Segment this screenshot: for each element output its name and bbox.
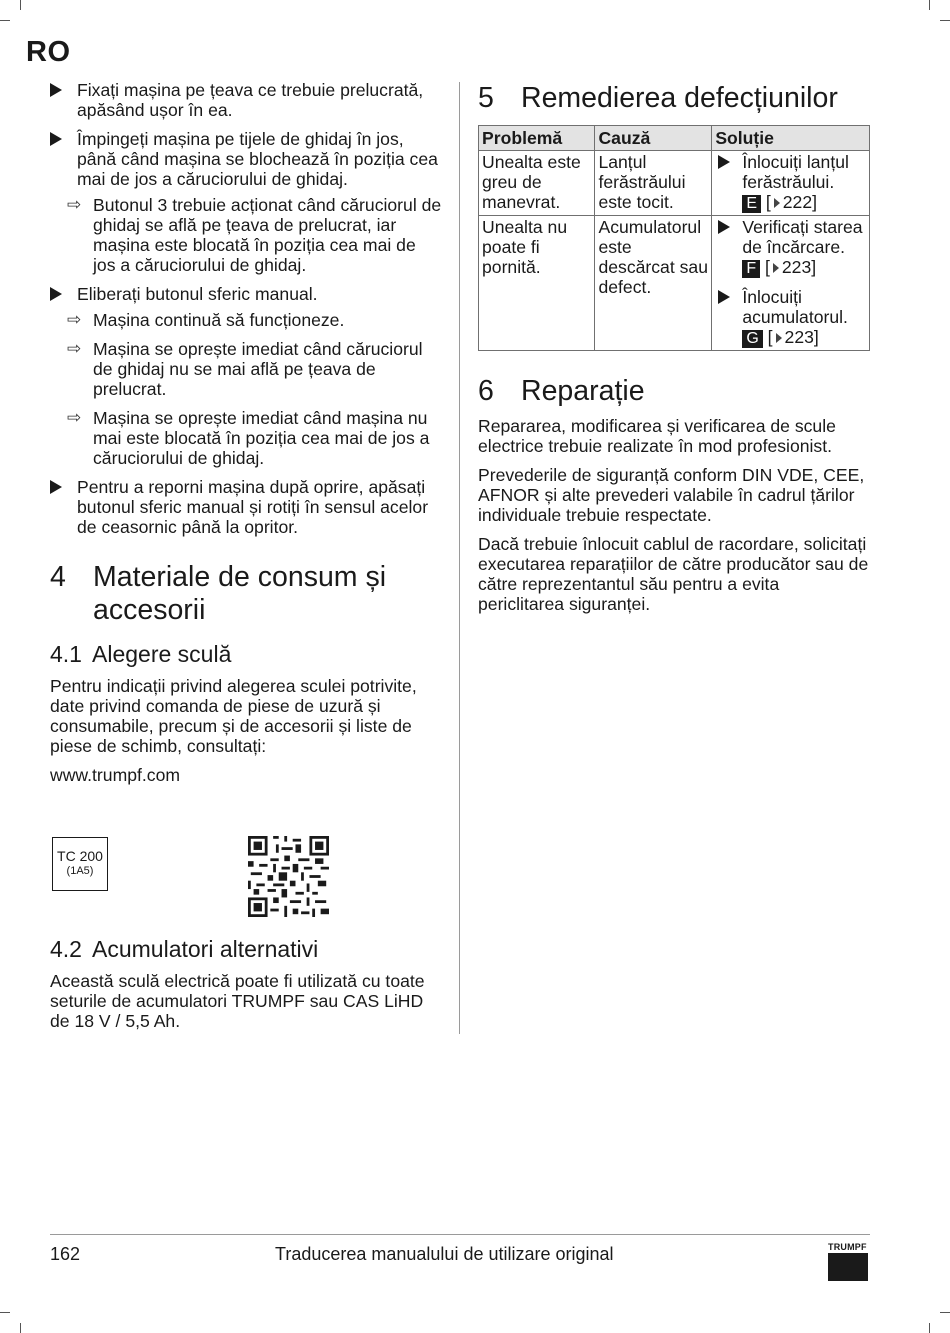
- step-text: Împingeți mașina pe tijele de ghidaj în jos, până când mașina se blochează în poziția cea mai de jos a căruciorului de ghidaj.: [77, 129, 438, 189]
- step-triangle-icon: [718, 155, 730, 169]
- crop-mark: [0, 1312, 10, 1313]
- solution-item: [715, 217, 866, 278]
- subsection-number: 4.1: [50, 641, 82, 667]
- page-reference[interactable]: F [ 223]: [742, 257, 816, 278]
- result-item: [50, 310, 442, 330]
- table-header-row: [479, 126, 870, 151]
- section-number: 4: [50, 561, 66, 593]
- result-text: Mașina continuă să funcționeze.: [93, 310, 345, 330]
- section-heading: [50, 561, 442, 627]
- figure-badge: G: [742, 330, 762, 348]
- tool-model: TC 200: [57, 848, 103, 864]
- footer-title: Traducerea manualului de utilizare original: [275, 1244, 614, 1264]
- table-cell-solution: [712, 151, 870, 216]
- paragraph: Pentru indicații privind alegerea sculei potrivite, date privind comanda de piese de uzură și consumabile, precum și de accesorii și liste de piese de schimb, consultați:: [50, 676, 417, 756]
- table-cell-problem: Unealta este greu de manevrat.: [479, 151, 595, 216]
- solution-item: [715, 287, 866, 348]
- step-text: Pentru a reporni mașina după oprire, apăsați butonul sferic manual și rotiți în sensul acelor de ceasornic până la opritor.: [77, 477, 429, 537]
- page-reference[interactable]: E [ 222]: [742, 192, 817, 213]
- paragraph: Dacă trebuie înlocuit cablul de racordare, solicitați executarea reparațiilor de către producător sau de către reprezentantul său pentru a evita periclitarea siguranței.: [478, 534, 869, 614]
- tool-label-box: [52, 837, 108, 891]
- footer-rule: [50, 1234, 870, 1235]
- step-triangle-icon: [718, 220, 730, 234]
- result-item: [50, 339, 442, 399]
- section-title: Reparație: [521, 375, 645, 407]
- result-item: [50, 195, 442, 275]
- solution-text: Înlocuiți lanțul ferăstrăului.: [742, 152, 849, 192]
- logo-block-icon: [828, 1253, 868, 1281]
- page-ref-number: 223: [784, 327, 814, 347]
- troubleshooting-table: [478, 125, 870, 351]
- table-cell-solution: [712, 216, 870, 351]
- result-text: Butonul 3 trebuie acționat când căruciorul de ghidaj se află pe țeava de prelucrat, iar mașina este blocată în poziția cea mai de jos a căruciorului de ghidaj.: [93, 195, 442, 275]
- brand-logo: [828, 1242, 868, 1281]
- table-row: [479, 216, 870, 351]
- figure-badge: F: [742, 260, 760, 278]
- step-text: Fixați mașina pe țeava ce trebuie prelucrată, apăsând ușor în ea.: [77, 80, 424, 120]
- website-link[interactable]: www.trumpf.com: [50, 765, 181, 785]
- subsection-title: Alegere sculă: [92, 641, 232, 667]
- section-heading: [478, 375, 870, 408]
- table-cell-cause: Lanțul ferăstrăului este tocit.: [595, 151, 712, 216]
- page-ref-arrow-icon: [773, 263, 779, 273]
- result-arrow-icon: ⇨: [67, 408, 82, 428]
- result-item: [50, 408, 442, 468]
- step-item: [50, 477, 442, 537]
- step-triangle-icon: [50, 287, 62, 301]
- page-ref-number: 223: [781, 257, 812, 277]
- table-row: [479, 151, 870, 216]
- left-column: [50, 80, 442, 794]
- logo-wordmark: TRUMPF: [828, 1242, 867, 1252]
- page-ref-arrow-icon: [776, 333, 782, 343]
- paragraph: Această sculă electrică poate fi utilizată cu toate seturile de acumulatori TRUMPF sau CAS LiHD de 18 V / 5,5 Ah.: [50, 971, 425, 1031]
- column-divider: [459, 82, 460, 1034]
- page-ref-arrow-icon: [774, 198, 780, 208]
- solution-text: Verificați starea de încărcare.: [742, 217, 863, 257]
- crop-mark: [929, 0, 930, 10]
- result-arrow-icon: ⇨: [67, 195, 82, 215]
- solution-text: Înlocuiți acumulatorul.: [742, 287, 848, 327]
- crop-mark: [20, 0, 21, 10]
- section-number: 5: [478, 82, 494, 114]
- crop-mark: [940, 20, 950, 21]
- result-text: Mașina se oprește imediat când mașina nu mai este blocată în poziția cea mai de jos a căruciorului de ghidaj.: [93, 408, 430, 468]
- qr-code-icon: [248, 836, 329, 917]
- step-item: [50, 284, 442, 304]
- section-title: Materiale de consum și accesorii: [93, 561, 387, 626]
- crop-mark: [940, 1312, 950, 1313]
- step-triangle-icon: [50, 132, 62, 146]
- table-cell-cause: Acumulatorul este descărcat sau defect.: [595, 216, 712, 351]
- result-arrow-icon: ⇨: [67, 339, 82, 359]
- table-header: Problemă: [479, 126, 595, 151]
- subsection-heading: [50, 936, 442, 963]
- page-ref-number: 222: [782, 192, 813, 212]
- step-triangle-icon: [50, 83, 62, 97]
- subsection-title: Acumulatori alternativi: [92, 936, 319, 962]
- language-code: RO: [26, 36, 71, 68]
- step-triangle-icon: [718, 290, 730, 304]
- step-triangle-icon: [50, 480, 62, 494]
- subsection-heading: [50, 641, 442, 668]
- paragraph: Prevederile de siguranță conform DIN VDE, CEE, AFNOR și alte prevederi valabile în cadrul țărilor individuale trebuie respectate.: [478, 465, 865, 525]
- table-header: Soluție: [712, 126, 870, 151]
- crop-mark: [0, 20, 10, 21]
- page-reference[interactable]: G [ 223]: [742, 327, 818, 348]
- result-text: Mașina se oprește imediat când căruciorul de ghidaj nu se mai află pe țeava de prelucrat.: [93, 339, 423, 399]
- right-column: [478, 80, 870, 623]
- table-header: Cauză: [595, 126, 712, 151]
- subsection-number: 4.2: [50, 936, 82, 962]
- paragraph: Repararea, modificarea și verificarea de scule electrice trebuie realizate în mod profesionist.: [478, 416, 836, 456]
- solution-item: [715, 152, 866, 213]
- step-item: [50, 129, 442, 189]
- section-number: 6: [478, 375, 494, 407]
- table-cell-problem: Unealta nu poate fi pornită.: [479, 216, 595, 351]
- left-column-bottom: [50, 936, 442, 1040]
- page-number: 162: [50, 1244, 81, 1264]
- section-title: Remedierea defecțiunilor: [521, 82, 838, 114]
- step-item: [50, 80, 442, 120]
- crop-mark: [20, 1323, 21, 1333]
- tool-code: (1A5): [66, 865, 94, 877]
- result-arrow-icon: ⇨: [67, 310, 82, 330]
- section-heading: [478, 82, 870, 115]
- crop-mark: [929, 1323, 930, 1333]
- figure-badge: E: [742, 195, 761, 213]
- step-text: Eliberați butonul sferic manual.: [77, 284, 318, 304]
